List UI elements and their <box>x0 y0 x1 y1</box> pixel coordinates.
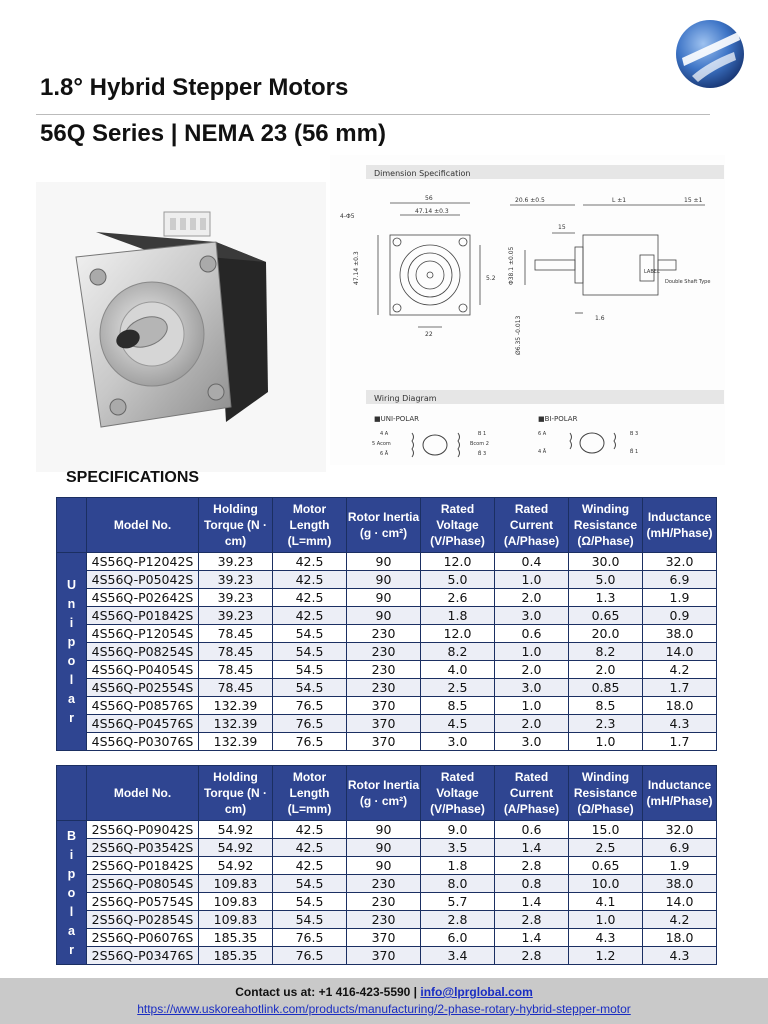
side-letter: a <box>68 692 75 706</box>
value-cell: 5.0 <box>421 571 495 589</box>
value-cell: 370 <box>347 733 421 751</box>
value-cell: 76.5 <box>273 947 347 965</box>
model-cell: 4S56Q-P02554S <box>87 679 199 697</box>
model-cell: 4S56Q-P04576S <box>87 715 199 733</box>
svg-text:4 A: 4 A <box>380 431 389 437</box>
value-cell: 3.0 <box>495 679 569 697</box>
value-cell: 8.2 <box>421 643 495 661</box>
value-cell: 18.0 <box>643 929 717 947</box>
value-cell: 54.5 <box>273 875 347 893</box>
table-row <box>57 553 717 571</box>
value-cell: 9.0 <box>421 821 495 839</box>
svg-text:■UNI-POLAR: ■UNI-POLAR <box>374 415 420 423</box>
value-cell: 42.5 <box>273 571 347 589</box>
model-cell: 2S56Q-P03542S <box>87 839 199 857</box>
specifications-heading: SPECIFICATIONS <box>66 469 200 486</box>
page-subtitle: 56Q Series | NEMA 23 (56 mm) <box>40 120 386 147</box>
value-cell: 230 <box>347 661 421 679</box>
value-cell: 230 <box>347 625 421 643</box>
table-row <box>57 821 717 839</box>
model-cell: 2S56Q-P05754S <box>87 893 199 911</box>
model-cell: 2S56Q-P08054S <box>87 875 199 893</box>
value-cell: 0.9 <box>643 607 717 625</box>
value-cell: 6.9 <box>643 571 717 589</box>
svg-text:Bcom 2: Bcom 2 <box>470 441 489 447</box>
model-cell: 2S56Q-P09042S <box>87 821 199 839</box>
value-cell: 42.5 <box>273 607 347 625</box>
value-cell: 90 <box>347 821 421 839</box>
model-cell: 4S56Q-P01842S <box>87 607 199 625</box>
model-cell: 4S56Q-P12042S <box>87 553 199 571</box>
table-row <box>57 875 717 893</box>
value-cell: 2.8 <box>495 911 569 929</box>
value-cell: 1.2 <box>569 947 643 965</box>
value-cell: 4.1 <box>569 893 643 911</box>
value-cell: 230 <box>347 911 421 929</box>
svg-text:15: 15 <box>558 224 566 231</box>
value-cell: 42.5 <box>273 839 347 857</box>
value-cell: 3.5 <box>421 839 495 857</box>
value-cell: 76.5 <box>273 715 347 733</box>
table-row <box>57 625 717 643</box>
model-cell: 2S56Q-P02854S <box>87 911 199 929</box>
value-cell: 14.0 <box>643 643 717 661</box>
value-cell: 8.0 <box>421 875 495 893</box>
side-letter: l <box>69 673 74 687</box>
footer-contact <box>0 985 768 999</box>
value-cell: 1.4 <box>495 929 569 947</box>
dimension-drawing <box>330 155 725 465</box>
value-cell: 54.5 <box>273 625 347 643</box>
wiring-heading: Wiring Diagram <box>374 394 437 403</box>
value-cell: 4.3 <box>569 929 643 947</box>
value-cell: 32.0 <box>643 821 717 839</box>
value-cell: 12.0 <box>421 553 495 571</box>
value-cell: 78.45 <box>199 625 273 643</box>
value-cell: 2.5 <box>421 679 495 697</box>
model-cell: 4S56Q-P03076S <box>87 733 199 751</box>
table-row <box>57 679 717 697</box>
value-cell: 10.0 <box>569 875 643 893</box>
value-cell: 3.4 <box>421 947 495 965</box>
bipolar-side-label <box>57 821 87 965</box>
value-cell: 1.4 <box>495 839 569 857</box>
value-cell: 109.83 <box>199 911 273 929</box>
value-cell: 109.83 <box>199 875 273 893</box>
value-cell: 78.45 <box>199 661 273 679</box>
dimension-heading: Dimension Specification <box>374 169 471 178</box>
unipolar-side-label <box>57 553 87 751</box>
col-inductance: Inductance (mH/Phase) <box>643 766 717 821</box>
unipolar-spec-table <box>56 497 717 751</box>
value-cell: 0.65 <box>569 857 643 875</box>
value-cell: 4.0 <box>421 661 495 679</box>
value-cell: 5.7 <box>421 893 495 911</box>
col-winding-resistance: Winding Resistance (Ω/Phase) <box>569 766 643 821</box>
value-cell: 39.23 <box>199 589 273 607</box>
value-cell: 78.45 <box>199 643 273 661</box>
value-cell: 12.0 <box>421 625 495 643</box>
value-cell: 3.0 <box>421 733 495 751</box>
value-cell: 1.3 <box>569 589 643 607</box>
value-cell: 1.7 <box>643 679 717 697</box>
table-corner <box>57 766 87 821</box>
table-row <box>57 947 717 965</box>
value-cell: 4.2 <box>643 911 717 929</box>
value-cell: 54.5 <box>273 661 347 679</box>
value-cell: 0.8 <box>495 875 569 893</box>
value-cell: 2.8 <box>495 947 569 965</box>
svg-text:56: 56 <box>425 195 433 202</box>
value-cell: 54.92 <box>199 821 273 839</box>
value-cell: 39.23 <box>199 571 273 589</box>
value-cell: 4.2 <box>643 661 717 679</box>
value-cell: 90 <box>347 589 421 607</box>
side-letter: U <box>66 578 77 592</box>
col-winding-resistance: Winding Resistance (Ω/Phase) <box>569 498 643 553</box>
model-cell: 4S56Q-P08254S <box>87 643 199 661</box>
value-cell: 1.0 <box>495 571 569 589</box>
bipolar-spec-table <box>56 765 717 965</box>
table-row <box>57 733 717 751</box>
value-cell: 2.0 <box>495 715 569 733</box>
svg-text:LABEL: LABEL <box>644 269 660 275</box>
value-cell: 2.0 <box>495 589 569 607</box>
table-row <box>57 661 717 679</box>
value-cell: 18.0 <box>643 697 717 715</box>
side-letter: r <box>69 711 74 725</box>
svg-text:47.14 ±0.3: 47.14 ±0.3 <box>353 251 360 285</box>
value-cell: 1.0 <box>569 911 643 929</box>
value-cell: 1.9 <box>643 589 717 607</box>
value-cell: 90 <box>347 857 421 875</box>
value-cell: 76.5 <box>273 733 347 751</box>
value-cell: 42.5 <box>273 589 347 607</box>
value-cell: 1.0 <box>495 697 569 715</box>
svg-text:B̄ 3: B̄ 3 <box>478 451 487 457</box>
email-link[interactable]: info@lprglobal.com <box>420 985 533 999</box>
svg-text:15 ±1: 15 ±1 <box>684 197 703 204</box>
value-cell: 76.5 <box>273 929 347 947</box>
value-cell: 132.39 <box>199 733 273 751</box>
value-cell: 1.9 <box>643 857 717 875</box>
value-cell: 1.4 <box>495 893 569 911</box>
value-cell: 54.5 <box>273 679 347 697</box>
table-row <box>57 589 717 607</box>
value-cell: 90 <box>347 607 421 625</box>
side-letter: l <box>69 904 74 919</box>
value-cell: 2.0 <box>569 661 643 679</box>
value-cell: 230 <box>347 893 421 911</box>
table-row <box>57 571 717 589</box>
svg-text:47.14 ±0.3: 47.14 ±0.3 <box>415 208 449 215</box>
value-cell: 6.0 <box>421 929 495 947</box>
side-letter: p <box>67 635 76 649</box>
value-cell: 185.35 <box>199 947 273 965</box>
value-cell: 0.6 <box>495 625 569 643</box>
value-cell: 0.85 <box>569 679 643 697</box>
value-cell: 370 <box>347 947 421 965</box>
value-cell: 2.8 <box>421 911 495 929</box>
table-row <box>57 911 717 929</box>
col-holding-torque: Holding Torque (N · cm) <box>199 766 273 821</box>
side-letter: i <box>69 616 74 630</box>
value-cell: 370 <box>347 715 421 733</box>
table-row <box>57 893 717 911</box>
footer <box>0 978 768 1024</box>
svg-text:B 1: B 1 <box>478 431 487 437</box>
value-cell: 15.0 <box>569 821 643 839</box>
value-cell: 2.8 <box>495 857 569 875</box>
side-letter: B <box>66 828 77 843</box>
col-holding-torque: Holding Torque (N · cm) <box>199 498 273 553</box>
col-rotor-inertia: Rotor Inertia (g · cm²) <box>347 766 421 821</box>
col-model: Model No. <box>87 766 199 821</box>
col-rated-current: Rated Current (A/Phase) <box>495 766 569 821</box>
side-letter: o <box>67 654 76 668</box>
svg-text:Double Shaft Type: Double Shaft Type <box>665 279 711 285</box>
value-cell: 3.0 <box>495 607 569 625</box>
title-divider <box>36 114 710 115</box>
value-cell: 14.0 <box>643 893 717 911</box>
value-cell: 1.0 <box>495 643 569 661</box>
value-cell: 2.5 <box>569 839 643 857</box>
model-cell: 2S56Q-P06076S <box>87 929 199 947</box>
svg-text:20.6 ±0.5: 20.6 ±0.5 <box>515 197 545 204</box>
col-model: Model No. <box>87 498 199 553</box>
value-cell: 54.5 <box>273 911 347 929</box>
value-cell: 1.0 <box>569 733 643 751</box>
value-cell: 1.8 <box>421 607 495 625</box>
contact-text: Contact us at: +1 416-423-5590 | <box>235 985 418 999</box>
value-cell: 0.6 <box>495 821 569 839</box>
svg-text:5 Acom: 5 Acom <box>372 441 391 447</box>
col-rated-current: Rated Current (A/Phase) <box>495 498 569 553</box>
svg-text:B 3: B 3 <box>630 431 639 437</box>
model-cell: 2S56Q-P03476S <box>87 947 199 965</box>
side-letter: o <box>67 885 76 900</box>
table-row <box>57 857 717 875</box>
svg-text:1.6: 1.6 <box>595 315 605 322</box>
value-cell: 370 <box>347 697 421 715</box>
svg-text:22: 22 <box>425 331 433 338</box>
table-row <box>57 929 717 947</box>
page-title: 1.8° Hybrid Stepper Motors <box>40 74 349 101</box>
table-row <box>57 697 717 715</box>
value-cell: 0.4 <box>495 553 569 571</box>
value-cell: 54.92 <box>199 839 273 857</box>
value-cell: 78.45 <box>199 679 273 697</box>
side-letter: i <box>69 847 74 862</box>
model-cell: 2S56Q-P01842S <box>87 857 199 875</box>
col-motor-length: Motor Length (L=mm) <box>273 766 347 821</box>
value-cell: 54.5 <box>273 643 347 661</box>
product-url-link[interactable]: https://www.uskoreahotlink.com/products/manufacturing/2-phase-rotary-hybrid-stepper-motor <box>137 1002 631 1016</box>
side-letter: p <box>67 866 76 881</box>
value-cell: 8.5 <box>569 697 643 715</box>
side-letter: n <box>67 597 76 611</box>
value-cell: 230 <box>347 679 421 697</box>
svg-text:Φ38.1 ±0.05: Φ38.1 ±0.05 <box>508 246 515 285</box>
value-cell: 90 <box>347 839 421 857</box>
value-cell: 5.0 <box>569 571 643 589</box>
value-cell: 20.0 <box>569 625 643 643</box>
model-cell: 4S56Q-P08576S <box>87 697 199 715</box>
value-cell: 1.7 <box>643 733 717 751</box>
value-cell: 1.8 <box>421 857 495 875</box>
value-cell: 2.0 <box>495 661 569 679</box>
model-cell: 4S56Q-P05042S <box>87 571 199 589</box>
value-cell: 185.35 <box>199 929 273 947</box>
model-cell: 4S56Q-P04054S <box>87 661 199 679</box>
value-cell: 8.5 <box>421 697 495 715</box>
value-cell: 2.3 <box>569 715 643 733</box>
value-cell: 132.39 <box>199 697 273 715</box>
svg-text:4 Ā: 4 Ā <box>538 449 547 455</box>
svg-text:4-Φ5: 4-Φ5 <box>340 213 355 220</box>
value-cell: 3.0 <box>495 733 569 751</box>
value-cell: 54.92 <box>199 857 273 875</box>
value-cell: 4.3 <box>643 715 717 733</box>
value-cell: 38.0 <box>643 625 717 643</box>
col-inductance: Inductance (mH/Phase) <box>643 498 717 553</box>
svg-text:L ±1: L ±1 <box>612 197 627 204</box>
svg-text:Ø6.35 -0.013: Ø6.35 -0.013 <box>515 315 522 355</box>
value-cell: 0.65 <box>569 607 643 625</box>
table-row <box>57 715 717 733</box>
value-cell: 4.3 <box>643 947 717 965</box>
svg-text:6 A: 6 A <box>538 431 547 437</box>
value-cell: 90 <box>347 571 421 589</box>
value-cell: 32.0 <box>643 553 717 571</box>
model-cell: 4S56Q-P02642S <box>87 589 199 607</box>
value-cell: 54.5 <box>273 893 347 911</box>
value-cell: 76.5 <box>273 697 347 715</box>
col-rated-voltage: Rated Voltage (V/Phase) <box>421 766 495 821</box>
col-motor-length: Motor Length (L=mm) <box>273 498 347 553</box>
side-letter: r <box>69 942 74 957</box>
svg-text:B̄ 1: B̄ 1 <box>630 449 639 455</box>
value-cell: 42.5 <box>273 857 347 875</box>
value-cell: 230 <box>347 875 421 893</box>
col-rotor-inertia: Rotor Inertia (g · cm²) <box>347 498 421 553</box>
stepper-motor-photo <box>36 182 326 472</box>
value-cell: 90 <box>347 553 421 571</box>
value-cell: 30.0 <box>569 553 643 571</box>
model-cell: 4S56Q-P12054S <box>87 625 199 643</box>
value-cell: 109.83 <box>199 893 273 911</box>
value-cell: 39.23 <box>199 607 273 625</box>
value-cell: 42.5 <box>273 553 347 571</box>
value-cell: 4.5 <box>421 715 495 733</box>
col-rated-voltage: Rated Voltage (V/Phase) <box>421 498 495 553</box>
value-cell: 132.39 <box>199 715 273 733</box>
value-cell: 8.2 <box>569 643 643 661</box>
table-row <box>57 839 717 857</box>
company-logo-icon <box>674 18 746 90</box>
value-cell: 2.6 <box>421 589 495 607</box>
value-cell: 370 <box>347 929 421 947</box>
value-cell: 6.9 <box>643 839 717 857</box>
svg-text:6 Ā: 6 Ā <box>380 451 389 457</box>
value-cell: 39.23 <box>199 553 273 571</box>
svg-text:■BI-POLAR: ■BI-POLAR <box>538 415 578 423</box>
table-row <box>57 643 717 661</box>
value-cell: 230 <box>347 643 421 661</box>
value-cell: 42.5 <box>273 821 347 839</box>
table-corner <box>57 498 87 553</box>
table-row <box>57 607 717 625</box>
value-cell: 38.0 <box>643 875 717 893</box>
svg-text:5.2: 5.2 <box>486 275 496 282</box>
side-letter: a <box>68 923 75 938</box>
